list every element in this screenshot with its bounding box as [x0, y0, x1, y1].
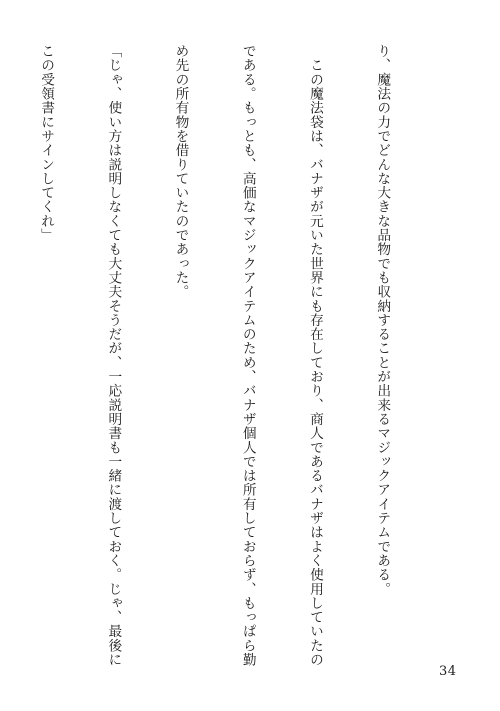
text-line: この魔法袋は、バナザが元いた世界にも存在しており、商人であるバナザはよく使用していたの	[306, 44, 323, 667]
vertical-text-body	[0, 44, 438, 667]
page-number: 34	[439, 664, 457, 679]
text-line: 「じゃ、使い方は説明しなくても大丈夫そうだが、一応説明書も一緒に渡しておく。じゃ、最後に	[105, 44, 122, 667]
text-line: である。もっとも、高価なマジックアイテムのため、バナザ個人では所有しておらず、もっぱら勤	[239, 44, 256, 667]
text-line: この受領書にサインしてくれ」	[38, 44, 55, 243]
text-line: り、魔法の力でどんな大きな品物でも収納することが出来るマジックアイテムである。	[374, 44, 391, 596]
text-line: め先の所有物を借りていたのであった。	[172, 44, 189, 299]
